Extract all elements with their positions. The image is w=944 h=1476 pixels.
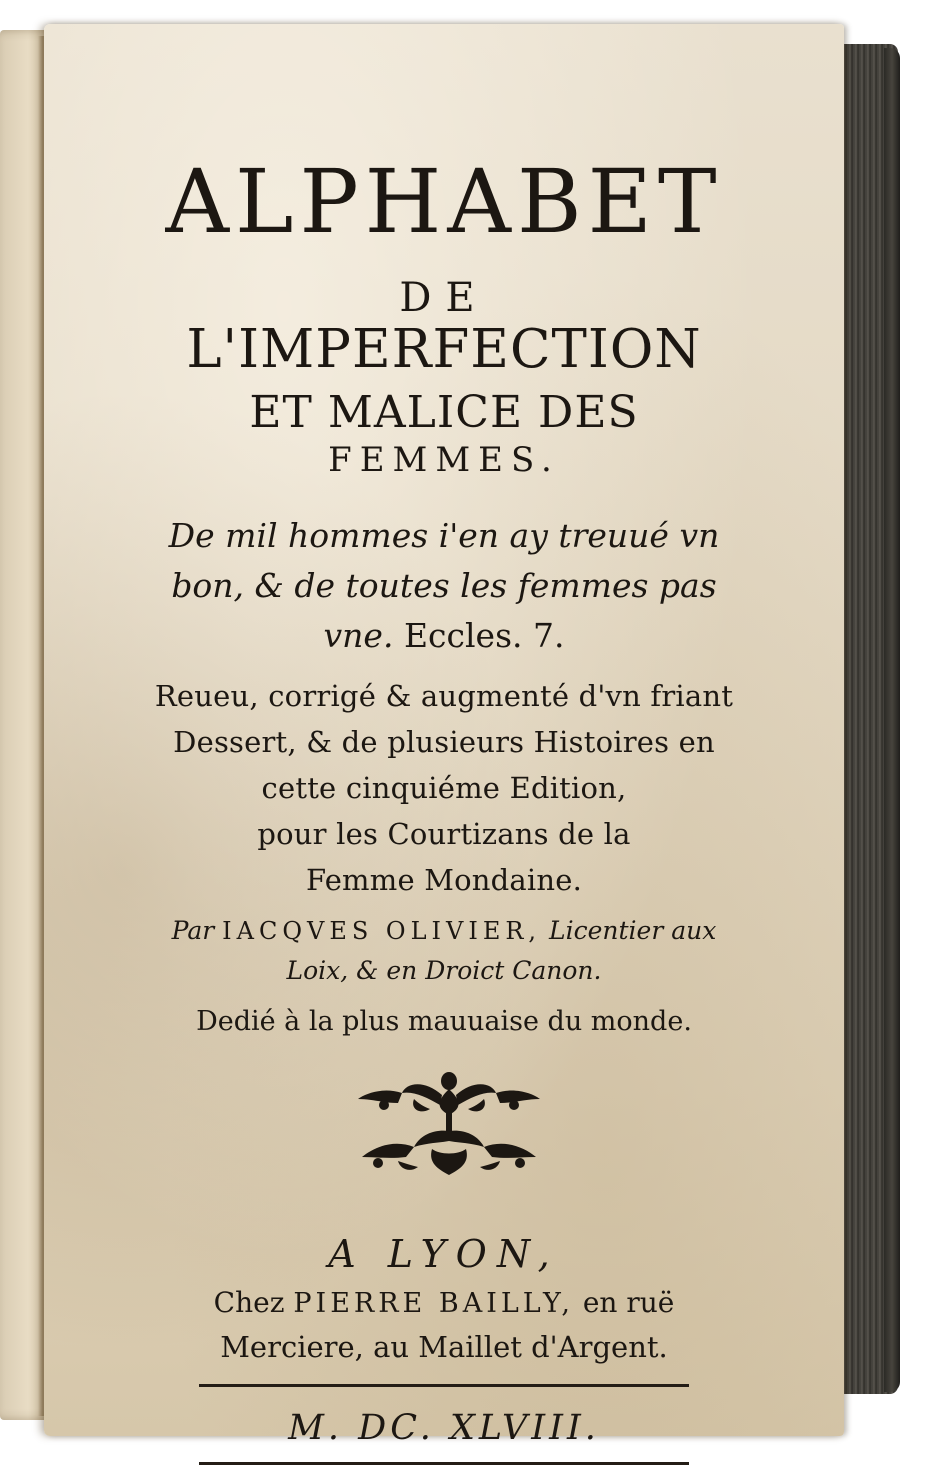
author-line-1 <box>104 914 784 948</box>
motto-line-3 <box>104 614 784 658</box>
bottom-rule <box>199 1462 689 1465</box>
author-line-2: Loix, & en Droict Canon. <box>286 956 602 985</box>
imprint-line-3: Merciere, au Maillet d'Argent. <box>220 1330 668 1364</box>
floral-fleuron-ornament-icon <box>354 1069 544 1179</box>
author-name: IACQVES OLIVIER, <box>222 917 542 945</box>
imprint-en-rue: en ruë <box>582 1286 675 1319</box>
cover-edge <box>884 48 900 1392</box>
imprint-line-2 <box>104 1284 784 1323</box>
revision-line-1: Reueu, corrigé & augmenté d'vn friant <box>154 679 734 713</box>
subtitle-de: DE <box>399 275 489 321</box>
publication-date: M. DC. XLVIII. <box>288 1408 600 1448</box>
dedication: Dedié à la plus mauuaise du monde. <box>196 1006 692 1037</box>
top-rule <box>199 1384 689 1387</box>
subtitle-line-2: ET MALICE DES <box>249 387 639 438</box>
motto-line-2: bon, & de toutes les femmes pas <box>171 566 717 605</box>
author-par: Par <box>171 916 215 945</box>
imprint-chez: Chez <box>213 1286 285 1319</box>
revision-line-2: Dessert, & de plusieurs Histoires en <box>173 725 715 759</box>
revision-line-5: Femme Mondaine. <box>305 863 583 897</box>
revision-line-3: cette cinquiéme Edition, <box>261 771 627 805</box>
book-title: ALPHABET <box>165 150 723 253</box>
imprint-printer: PIERRE BAILLY, <box>293 1288 574 1319</box>
subtitle-line-3: FEMMES. <box>328 440 560 480</box>
author-title-1: Licentier aux <box>549 916 717 945</box>
revision-line-4: pour les Courtizans de la <box>257 817 631 851</box>
title-page <box>44 24 844 1448</box>
motto-vne: vne. <box>323 616 394 655</box>
motto-reference: Eccles. 7. <box>403 616 565 655</box>
imprint-city: A LYON, <box>328 1232 560 1276</box>
motto-line-1: De mil hommes i'en ay treuué vn <box>168 516 720 555</box>
subtitle-line-1: L'IMPERFECTION <box>186 319 702 380</box>
